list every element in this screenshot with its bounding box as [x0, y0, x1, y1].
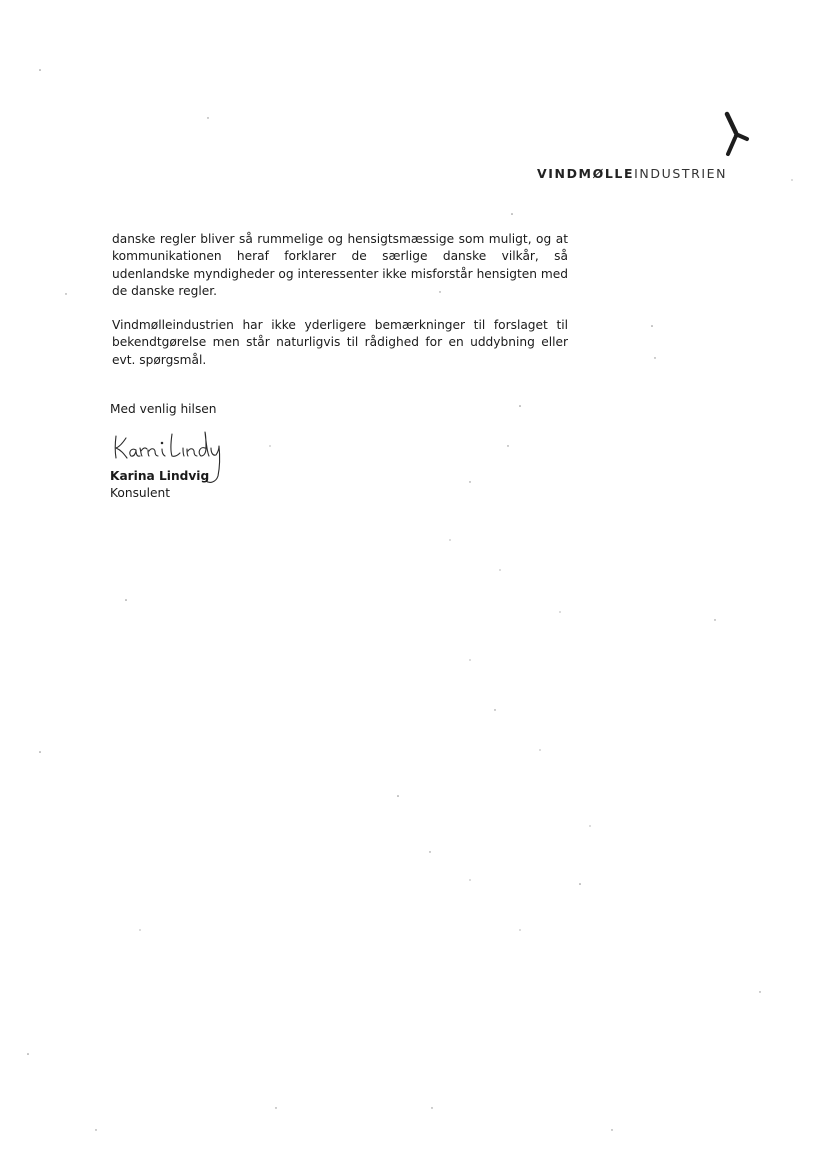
body-paragraph-2: Vindmølleindustrien har ikke yderligere bemærkninger til forslaget til bekendtgørelse men står naturligvis til rådighed for en uddybning eller evt. spørgsmål.: [112, 318, 568, 367]
wordmark-bold: VINDMØLLE: [537, 166, 635, 181]
company-wordmark: [537, 166, 727, 181]
signer-name: Karina Lindvig: [110, 469, 210, 483]
wordmark-light: INDUSTRIEN: [634, 166, 728, 181]
wind-turbine-icon: [712, 108, 758, 164]
signer-title: Konsulent: [110, 486, 171, 500]
closing-greeting: Med venlig hilsen: [110, 402, 217, 416]
body-paragraph-1: danske regler bliver så rummelige og hensigtsmæssige som muligt, og at kommunikationen heraf forklarer de særlige danske vilkår, så udenlandske myndigheder og interessenter ikke misforstår hensigten med de danske regler.: [112, 232, 568, 299]
